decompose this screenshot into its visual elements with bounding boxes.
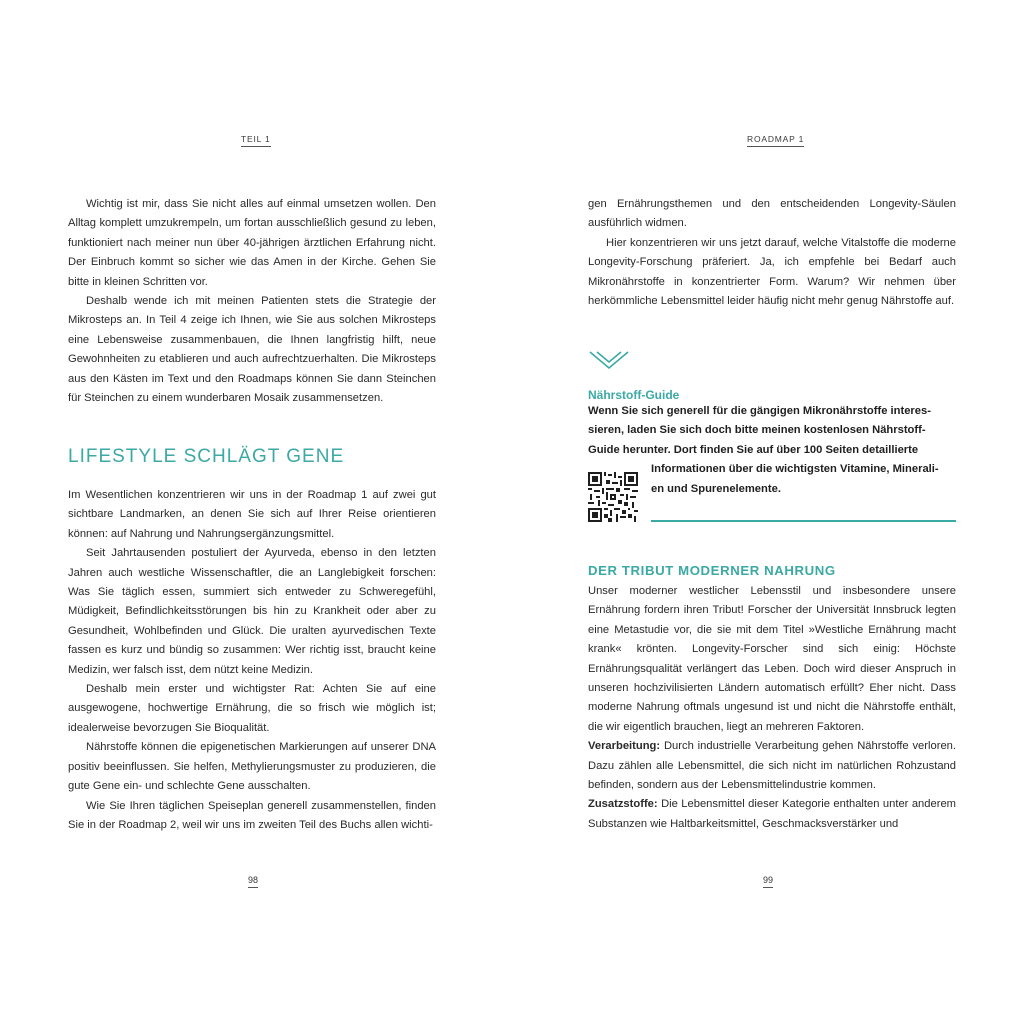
- running-head: ROADMAP 1: [747, 134, 804, 147]
- body-text: [68, 486, 436, 835]
- guide-box: [588, 388, 956, 499]
- box-line: Informationen über die wichtigsten Vitamine, Minerali-: [651, 463, 939, 476]
- paragraph: Deshalb mein erster und wichtigster Rat: Achten Sie auf eine ausgewogene, hochwertige Ernährung, die so frisch wie möglich ist; idealerweise bevorzugen Sie Bioqualität.: [68, 683, 436, 734]
- right-page: [512, 0, 1024, 1024]
- term-paragraph: [588, 737, 956, 795]
- top-text: [588, 195, 956, 311]
- section-heading: DER TRIBUT MODERNER NAHRUNG: [588, 563, 836, 578]
- paragraph: Deshalb wende ich mit meinen Patienten stets die Strategie der Mikrosteps an. In Teil 4 zeige ich Ihnen, wie Sie aus solchen Mikrosteps eine Lebensweise zusammenbauen, die Ihnen langfristig hilft, neue Gewohnheiten zu etablieren und auch aufrechtzuerhalten. Die Mikrosteps aus den Kästen im Text und den Roadmaps können Sie dann Steinchen für Steinchen zu einem wunderbaren Mosaik zusammensetzen.: [68, 295, 436, 405]
- running-head: TEIL 1: [241, 134, 271, 147]
- double-chevron-icon: [588, 350, 630, 374]
- box-line: Guide herunter. Dort finden Sie auf über 100 Seiten detaillierte: [588, 443, 919, 456]
- page-number: 99: [763, 875, 773, 888]
- box-line: en und Spurenelemente.: [651, 482, 781, 495]
- box-rule: [651, 520, 956, 522]
- body-text: [588, 582, 956, 834]
- intro-text: [68, 195, 436, 408]
- qr-code-icon[interactable]: [588, 472, 638, 522]
- box-line: sieren, laden Sie sich doch bitte meinen kostenlosen Nährstoff-: [588, 424, 926, 437]
- paragraph: Wichtig ist mir, dass Sie nicht alles auf einmal umsetzen wollen. Den Alltag komplett umzukrempeln, um fortan ausschließlich gesund zu leben, funktioniert nach meiner nun über 40-jährigen ärztlichen Erfahrung nicht. Der Einbruch kommt so sicher wie das Amen in der Kirche. Gehen Sie bitte in kleinen Schritten vor.: [68, 198, 436, 288]
- paragraph: Wie Sie Ihren täglichen Speiseplan generell zusammenstellen, finden Sie in der Roadmap 2, weil wir uns im zweiten Teil des Buchs allen wichti-: [68, 799, 436, 831]
- box-title: Nährstoff-Guide: [588, 388, 680, 402]
- paragraph: gen Ernährungsthemen und den entscheidenden Longevity-Säulen ausführlich widmen.: [588, 198, 956, 230]
- box-line: Wenn Sie sich generell für die gängigen Mikronährstoffe interes-: [588, 405, 931, 417]
- term-label: Zusatzstoffe:: [588, 798, 658, 811]
- term-paragraph: [588, 795, 956, 834]
- section-heading: LIFESTYLE SCHLÄGT GENE: [68, 446, 345, 467]
- paragraph: Im Wesentlichen konzentrieren wir uns in der Roadmap 1 auf zwei gut sichtbare Landmarken, an denen Sie sich auf Ihrer Reise orientieren können: auf Nahrung und Nahrungsergänzungsmittel.: [68, 489, 436, 540]
- paragraph: Seit Jahrtausenden postuliert der Ayurveda, ebenso in den letzten Jahren auch westliche Wissenschaftler, die an Langlebigkeit forschen: Was Sie täglich essen, summiert sich entweder zu Schweregefühl, Müdigkeit, Befindlichkeitsstörungen bis hin zu Krankheit oder aber zu Gesundheit, Wohlbefinden und Glück. Die uralten ayurvedischen Texte fassen es kurz und bündig so zusammen: Wer richtig isst, braucht keine Medizin, wer falsch isst, dem nützt keine Medizin.: [68, 547, 436, 676]
- term-text: Durch industrielle Verarbeitung gehen Nährstoffe verloren. Dazu zählen alle Lebensmittel, die sich nicht im natürlichen Rohzustand befinden, sondern aus der Lebensmittelindustrie kommen.: [588, 740, 956, 792]
- paragraph: Nährstoffe können die epigenetischen Markierungen auf unserer DNA positiv beeinflussen. Sie helfen, Methylierungsmuster zu produzieren, die gute Gene ein- und schlechte Gene ausschalten.: [68, 741, 436, 793]
- term-label: Verarbeitung:: [588, 740, 661, 753]
- paragraph: Hier konzentrieren wir uns jetzt darauf, welche Vitalstoffe die moderne Longevity-Forschung präferiert. Ja, ich empfehle bei Bedarf auch Mikronährstoffe in konzentrierter Form. Warum? Wir nehmen über herkömmliche Lebensmittel leider häufig nicht mehr genug Nährstoffe auf.: [588, 236, 956, 308]
- paragraph: Unser moderner westlicher Lebensstil und insbesondere unsere Ernährung fordern ihren Tribut! Forscher der Universität Innsbruck legten eine Metastudie vor, die sie mit dem Titel »Westliche Ernährung macht krank« krönten. Longevity-Forscher sind sich einig: Höchste Ernährungsqualität verlängert das Leben. Doch wird dieser Anspruch in unseren hochzivilisierten Ländern automatisch erfüllt? Eher nicht. Dass moderne Nahrung oftmals ungesund ist und nicht die Nährstoffe enthält, die wir eigentlich brauchen, liegt an mehreren Faktoren.: [588, 585, 956, 733]
- term-text: Die Lebensmittel dieser Kategorie enthalten unter anderem Substanzen wie Haltbarkeitsmittel, Geschmacksverstärker und: [588, 798, 956, 830]
- page-number: 98: [248, 875, 258, 888]
